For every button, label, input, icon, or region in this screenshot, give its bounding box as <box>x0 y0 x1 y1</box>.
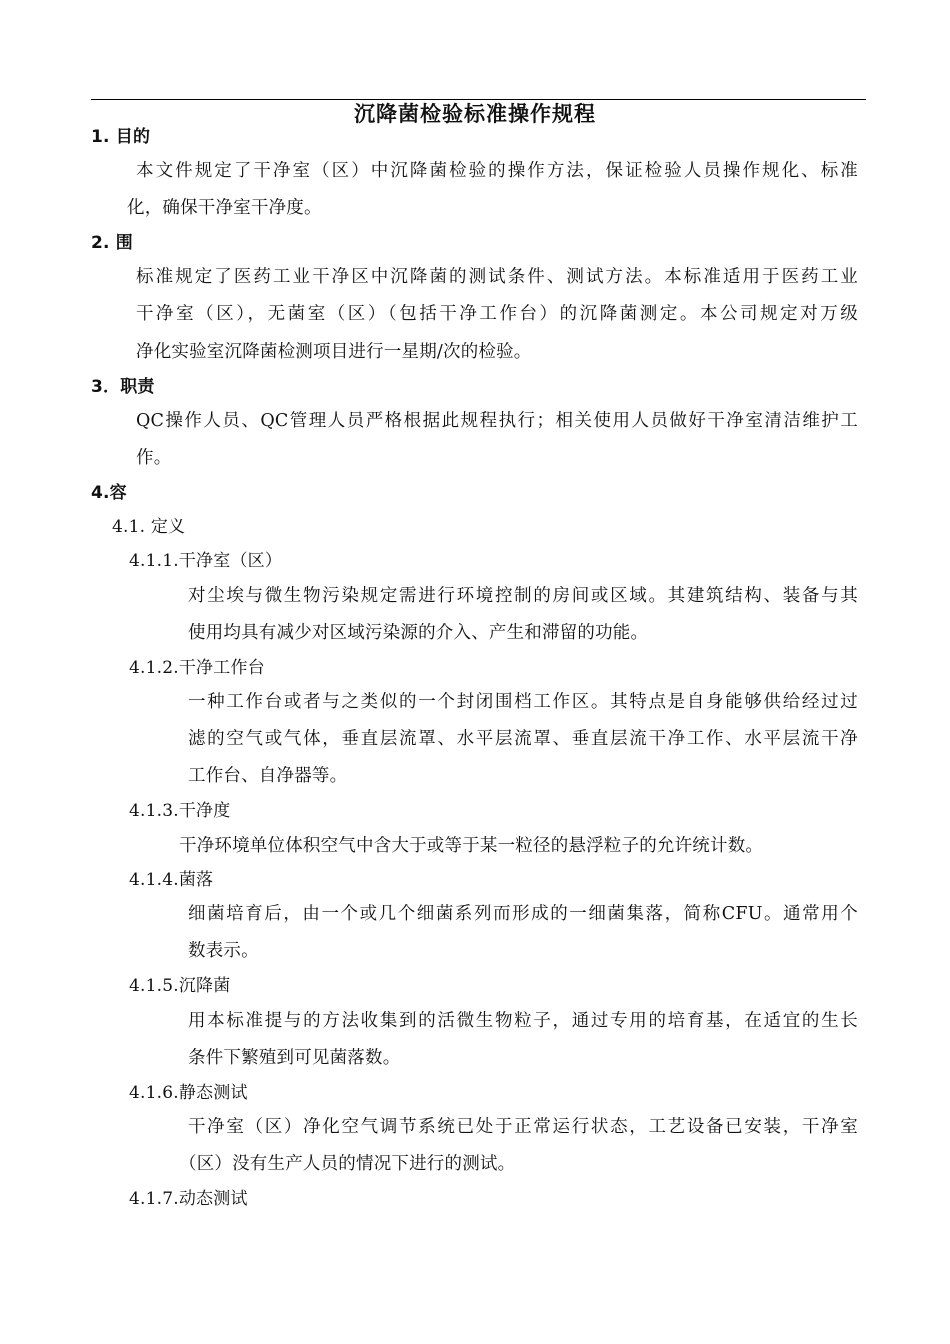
subsection-heading-definitions: 4.1. 定义 <box>112 517 186 537</box>
definition-heading-cleanliness: 4.1.3.干净度 <box>129 801 231 821</box>
paragraph-line: 对尘埃与微生物污染规定需进行环境控制的房间或区域。其建筑结构、装备与其 <box>188 586 858 606</box>
paragraph-line: 工作台、自净器等。 <box>188 766 348 786</box>
section-heading-responsibility: 3．职责 <box>91 377 155 397</box>
paragraph-line: 干净环境单位体积空气中含大于或等于某一粒径的悬浮粒子的允许统计数。 <box>179 836 764 856</box>
section-heading-content: 4.容 <box>91 483 127 503</box>
paragraph-line: 滤的空气或气体，垂直层流罩、水平层流罩、垂直层流干净工作、水平层流干净 <box>188 729 858 749</box>
paragraph-line: 作。 <box>136 448 172 468</box>
paragraph-line: 条件下繁殖到可见菌落数。 <box>188 1048 401 1068</box>
paragraph-line: 细菌培育后，由一个或几个细菌系列而形成的一细菌集落，简称CFU。通常用个 <box>188 904 858 924</box>
paragraph-line: 用本标准提与的方法收集到的活微生物粒子，通过专用的培育基，在适宜的生长 <box>188 1011 858 1031</box>
definition-heading-dynamic-test: 4.1.7.动态测试 <box>129 1189 248 1209</box>
paragraph-line: 数表示。 <box>188 941 259 961</box>
section-heading-purpose: 1. 目的 <box>91 127 151 147</box>
paragraph-line: 一种工作台或者与之类似的一个封闭围档工作区。其特点是自身能够供给经过过 <box>188 692 858 712</box>
paragraph-line: 标准规定了医药工业干净区中沉降菌的测试条件、测试方法。本标准适用于医药工业 <box>136 267 858 287</box>
definition-heading-clean-bench: 4.1.2.干净工作台 <box>129 658 265 678</box>
paragraph-line: 干净室（区），无菌室（区）（包括干净工作台）的沉降菌测定。本公司规定对万级 <box>136 304 858 324</box>
section-heading-scope: 2. 围 <box>91 233 134 253</box>
paragraph-line: QC操作人员、QC管理人员严格根据此规程执行；相关使用人员做好干净室清洁维护工 <box>136 411 858 431</box>
paragraph-line: （区）没有生产人员的情况下进行的测试。 <box>179 1154 516 1174</box>
definition-heading-settling-bacteria: 4.1.5.沉降菌 <box>129 976 231 996</box>
definition-heading-clean-room: 4.1.1.干净室（区） <box>129 551 283 571</box>
definition-heading-colony: 4.1.4.菌落 <box>129 870 214 890</box>
paragraph-line: 本文件规定了干净室（区）中沉降菌检验的操作方法，保证检验人员操作规化、标准 <box>136 161 858 181</box>
paragraph-line: 化，确保干净室干净度。 <box>127 198 322 218</box>
definition-heading-static-test: 4.1.6.静态测试 <box>129 1083 248 1103</box>
paragraph-line: 使用均具有减少对区域污染源的介入、产生和滞留的功能。 <box>188 623 649 643</box>
paragraph-line: 净化实验室沉降菌检测项目进行一星期/次的检验。 <box>136 342 532 362</box>
paragraph-line: 干净室（区）净化空气调节系统已处于正常运行状态，工艺设备已安装，干净室 <box>188 1117 858 1137</box>
document-title: 沉降菌检验标准操作规程 <box>354 102 596 126</box>
